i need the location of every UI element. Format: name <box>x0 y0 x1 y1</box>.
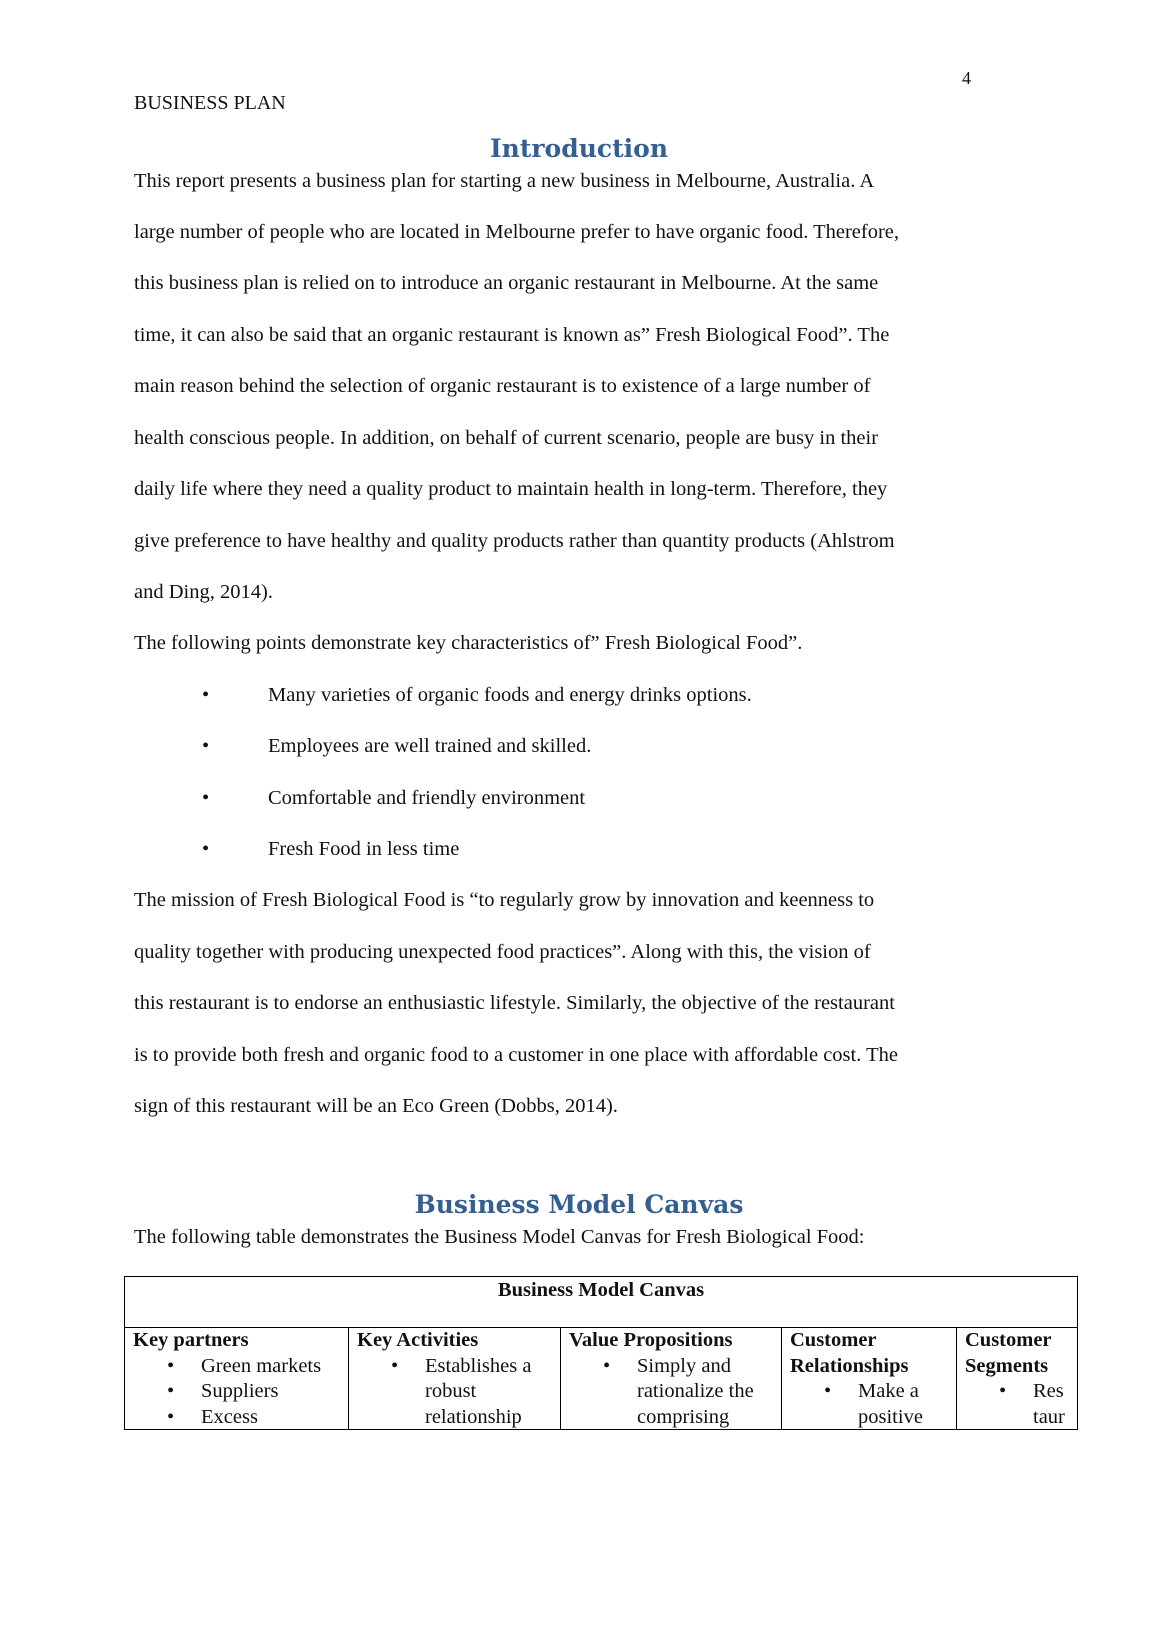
list-item: • Establishes a robust relationship <box>425 1354 552 1429</box>
text-line: give preference to have healthy and quality products rather than quantity products (Ahlstrom <box>134 530 895 552</box>
column-heading: Key partners <box>133 1329 249 1351</box>
text-line: sign of this restaurant will be an Eco Green (Dobbs, 2014). <box>134 1095 618 1117</box>
page-number: 4 <box>962 68 971 88</box>
list-item: • Simply and rationalize the comprising <box>637 1354 773 1429</box>
table-title: Business Model Canvas <box>125 1277 1078 1328</box>
bmc-table <box>124 1276 1078 1430</box>
bmc-intro: The following table demonstrates the Business Model Canvas for Fresh Biological Food: <box>134 1226 865 1248</box>
text-line: large number of people who are located in Melbourne prefer to have organic food. Therefore, <box>134 221 900 243</box>
text-line: this restaurant is to endorse an enthusiastic lifestyle. Similarly, the objective of the restaurant <box>134 992 895 1014</box>
bmc-heading: Business Model Canvas <box>414 1190 744 1219</box>
cell-key-activities <box>349 1328 561 1430</box>
cell-customer-relationships <box>782 1328 957 1430</box>
cell-key-partners <box>125 1328 349 1430</box>
list-item: • Make a positive <box>858 1379 948 1428</box>
text-line: time, it can also be said that an organic restaurant is known as” Fresh Biological Food”. The <box>134 324 890 346</box>
text-line: quality together with producing unexpected food practices”. Along with this, the vision of <box>134 941 871 963</box>
text-line: health conscious people. In addition, on behalf of current scenario, people are busy in their <box>134 427 879 449</box>
text-line: daily life where they need a quality product to maintain health in long-term. Therefore, they <box>134 478 888 500</box>
list-item: • Restaur <box>1033 1379 1069 1428</box>
cell-value-propositions <box>561 1328 782 1430</box>
text-line: This report presents a business plan for starting a new business in Melbourne, Australia. A <box>134 170 875 192</box>
text-line: main reason behind the selection of organic restaurant is to existence of a large number of <box>134 375 871 397</box>
list-item: • Suppliers <box>201 1379 340 1405</box>
list-item: • Excess <box>201 1405 340 1429</box>
list-item: • Green markets <box>201 1354 340 1380</box>
running-head: BUSINESS PLAN <box>134 92 286 114</box>
points-intro: The following points demonstrate key characteristics of” Fresh Biological Food”. <box>134 632 803 654</box>
text-line: The mission of Fresh Biological Food is “to regularly grow by innovation and keenness to <box>134 889 875 911</box>
document-page: 4 BUSINESS PLAN Introduction This report presents a business plan for starting a new business in Melbourne, Australia. A large number of people who are located in Melbourne prefer to have organic food. Therefore, this business plan is relied on to introduce an organic restaurant in Melbourne. At the same time, it can also be said that an organic restaurant is known as” Fresh Biological Food”. The main reason behind the selection of organic restaurant is to existence of a large number of health conscious people. In addition, on behalf of current scenario, people are busy in their daily life where they need a quality product to maintain health in long-term. Therefore, they give preference to have healthy and quality products rather than quantity products (Ahlstrom and Ding, 2014). The following points demonstrate key characteristics of” Fresh Biological Food”. • Many varieties of organic foods and energy drinks options. • Employees are well trained and skilled. • Comfortable and friendly environment • Fresh Food in less time The mission of Fresh Biological Food is “to regularly grow by innovation and keenness to quality together with producing unexpected food practices”. Along with this, the vision of this restaurant is to endorse an enthusiastic lifestyle. Similarly, the objective of the restaurant is to provide both fresh and organic food to a customer in one place with affordable cost. The sign of this restaurant will be an Eco Green (Dobbs, 2014). Business Model Canvas The following table demonstrates the Business Model Canvas for Fresh Biological Food: Business Model Canvas Key partners • Green markets • Suppliers • Excess Key Activities • Establishes a robust relationship Value Propositions • Simply and rationalize the comprising Customer Relationships • Make a positive Customer Segments • Restaur <box>0 0 1158 1638</box>
text-line: and Ding, 2014). <box>134 581 273 603</box>
column-heading: Value Propositions <box>569 1329 733 1351</box>
column-heading: Customer Relationships <box>790 1329 909 1377</box>
text-line: is to provide both fresh and organic food to a customer in one place with affordable cost. The <box>134 1044 898 1066</box>
introduction-heading: Introduction <box>489 134 669 163</box>
column-heading: Customer Segments <box>965 1329 1052 1377</box>
column-heading: Key Activities <box>357 1329 479 1351</box>
text-line: this business plan is relied on to introduce an organic restaurant in Melbourne. At the same <box>134 272 879 294</box>
cell-customer-segments <box>957 1328 1078 1430</box>
